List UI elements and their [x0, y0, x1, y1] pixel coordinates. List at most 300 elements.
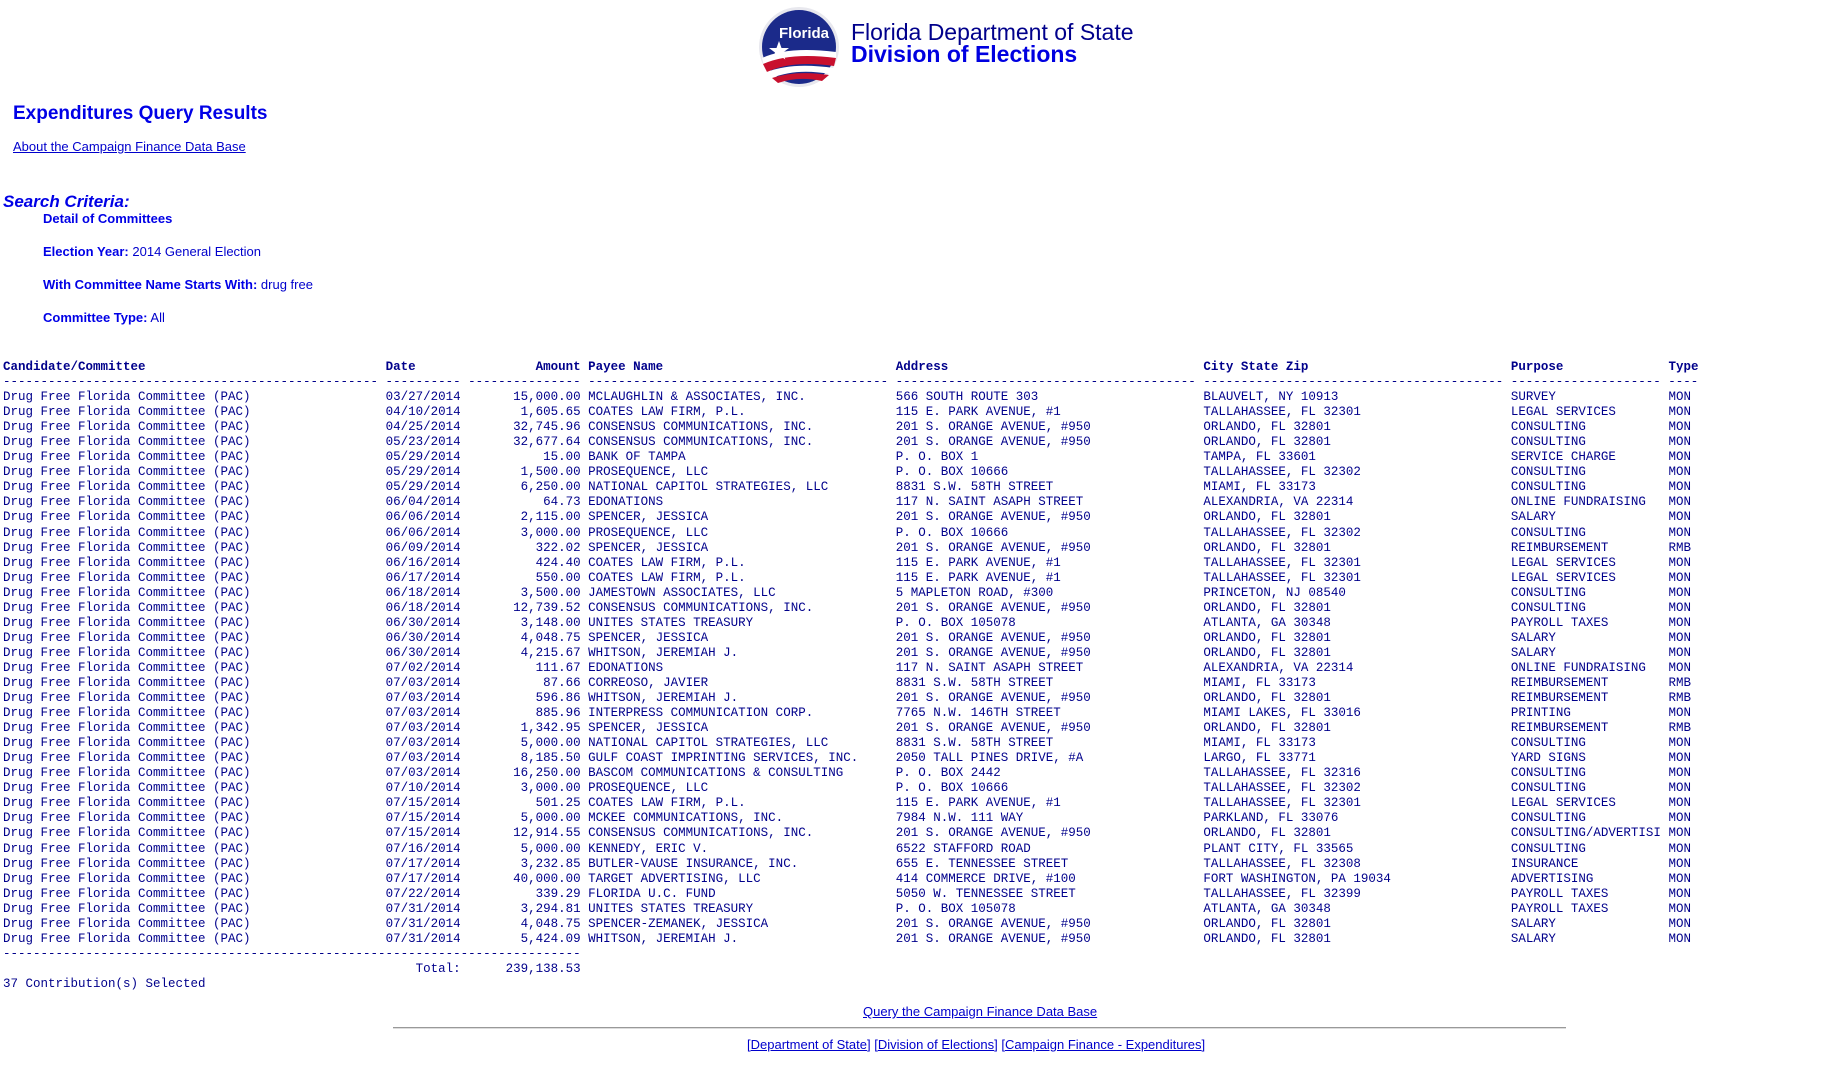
table-cell: TALLAHASSEE, FL 32302 [1203, 781, 1504, 796]
table-row [3, 826, 1698, 840]
table-cell: 201 S. ORANGE AVENUE, #950 [895, 420, 1196, 435]
table-row [3, 450, 1698, 464]
table-cell: ORLANDO, FL 32801 [1203, 691, 1504, 706]
table-cell: 07/15/2014 [385, 826, 461, 841]
table-row [3, 435, 1698, 449]
table-cell: 04/10/2014 [385, 405, 461, 420]
table-cell: ORLANDO, FL 32801 [1203, 540, 1504, 555]
table-cell: CONSULTING [1510, 480, 1661, 495]
table-row [3, 480, 1698, 494]
table-cell: 12,739.52 [468, 600, 581, 615]
table-cell: 117 N. SAINT ASAPH STREET [895, 660, 1196, 675]
table-cell: MON [1668, 841, 1699, 856]
column-header: Payee Name [588, 360, 889, 374]
table-cell: MON [1668, 480, 1699, 495]
table-cell: Drug Free Florida Committee (PAC) [3, 510, 379, 525]
table-cell: Drug Free Florida Committee (PAC) [3, 796, 379, 811]
table-cell: 07/03/2014 [385, 691, 461, 706]
table-cell: Drug Free Florida Committee (PAC) [3, 691, 379, 706]
table-cell: MON [1668, 645, 1699, 660]
table-cell: LEGAL SERVICES [1510, 570, 1661, 585]
table-cell: JAMESTOWN ASSOCIATES, LLC [588, 585, 889, 600]
table-cell: 117 N. SAINT ASAPH STREET [895, 495, 1196, 510]
table-cell: Drug Free Florida Committee (PAC) [3, 405, 379, 420]
selected-count: 37 Contribution(s) Selected [3, 976, 206, 991]
table-cell: CORREOSO, JAVIER [588, 675, 889, 690]
table-cell: P. O. BOX 105078 [895, 615, 1196, 630]
table-cell: P. O. BOX 10666 [895, 465, 1196, 480]
department-of-state-link[interactable]: Department of State [750, 1037, 867, 1052]
table-cell: MON [1668, 706, 1699, 721]
table-cell: 07/16/2014 [385, 841, 461, 856]
table-cell: ORLANDO, FL 32801 [1203, 420, 1504, 435]
total-rule: ----------------------------------------------------------------------------- [3, 946, 581, 961]
table-cell: P. O. BOX 1 [895, 450, 1196, 465]
table-cell: Drug Free Florida Committee (PAC) [3, 660, 379, 675]
table-cell: 40,000.00 [468, 871, 581, 886]
table-cell: TARGET ADVERTISING, LLC [588, 871, 889, 886]
table-cell: ORLANDO, FL 32801 [1203, 721, 1504, 736]
column-spacer [888, 360, 896, 374]
table-cell: 05/29/2014 [385, 465, 461, 480]
table-cell: PROSEQUENCE, LLC [588, 781, 889, 796]
table-cell: UNITES STATES TREASURY [588, 901, 889, 916]
query-data-base-link[interactable]: Query the Campaign Finance Data Base [863, 1004, 1098, 1019]
table-cell: TALLAHASSEE, FL 32301 [1203, 405, 1504, 420]
table-cell: RMB [1668, 721, 1699, 736]
table-cell: Drug Free Florida Committee (PAC) [3, 721, 379, 736]
table-cell: MON [1668, 510, 1699, 525]
table-cell: 16,250.00 [468, 766, 581, 781]
table-cell: 566 SOUTH ROUTE 303 [895, 390, 1196, 405]
table-cell: Drug Free Florida Committee (PAC) [3, 450, 379, 465]
table-cell: Drug Free Florida Committee (PAC) [3, 751, 379, 766]
division-of-elections-link[interactable]: Division of Elections [877, 1037, 995, 1052]
table-cell: 03/27/2014 [385, 390, 461, 405]
table-cell: ORLANDO, FL 32801 [1203, 916, 1504, 931]
column-header: Date [385, 360, 461, 374]
table-cell: 655 E. TENNESSEE STREET [895, 856, 1196, 871]
florida-seal-logo[interactable] [758, 6, 840, 88]
table-cell: 07/31/2014 [385, 916, 461, 931]
table-cell: CONSULTING [1510, 435, 1661, 450]
table-cell: MON [1668, 450, 1699, 465]
table-cell: 07/03/2014 [385, 706, 461, 721]
table-cell: 32,677.64 [468, 435, 581, 450]
table-cell: LEGAL SERVICES [1510, 405, 1661, 420]
table-cell: 07/17/2014 [385, 856, 461, 871]
table-cell: LEGAL SERVICES [1510, 555, 1661, 570]
table-cell: REIMBURSEMENT [1510, 675, 1661, 690]
table-cell: 5050 W. TENNESSEE STREET [895, 886, 1196, 901]
table-row [3, 917, 1698, 931]
table-cell: 1,500.00 [468, 465, 581, 480]
table-cell: 3,500.00 [468, 585, 581, 600]
table-cell: SPENCER-ZEMANEK, JESSICA [588, 916, 889, 931]
table-cell: 550.00 [468, 570, 581, 585]
table-cell: CONSULTING [1510, 736, 1661, 751]
table-cell: SURVEY [1510, 390, 1661, 405]
table-cell: CONSENSUS COMMUNICATIONS, INC. [588, 826, 889, 841]
table-cell: BLAUVELT, NY 10913 [1203, 390, 1504, 405]
table-cell: Drug Free Florida Committee (PAC) [3, 435, 379, 450]
table-cell: SPENCER, JESSICA [588, 721, 889, 736]
table-cell: 201 S. ORANGE AVENUE, #950 [895, 630, 1196, 645]
column-header: Candidate/Committee [3, 360, 379, 374]
table-cell: ORLANDO, FL 32801 [1203, 600, 1504, 615]
table-cell: WHITSON, JEREMIAH J. [588, 691, 889, 706]
table-cell: Drug Free Florida Committee (PAC) [3, 871, 379, 886]
table-cell: Drug Free Florida Committee (PAC) [3, 525, 379, 540]
table-cell: BASCOM COMMUNICATIONS & CONSULTING [588, 766, 889, 781]
table-cell: ORLANDO, FL 32801 [1203, 826, 1504, 841]
table-cell: 201 S. ORANGE AVENUE, #950 [895, 931, 1196, 946]
table-row [3, 465, 1698, 479]
table-cell: LARGO, FL 33771 [1203, 751, 1504, 766]
table-cell: 07/10/2014 [385, 781, 461, 796]
table-cell: P. O. BOX 10666 [895, 525, 1196, 540]
table-cell: COATES LAW FIRM, P.L. [588, 796, 889, 811]
table-cell: PRINCETON, NJ 08540 [1203, 585, 1504, 600]
table-cell: 424.40 [468, 555, 581, 570]
table-cell: 4,048.75 [468, 630, 581, 645]
table-cell: 5,000.00 [468, 811, 581, 826]
table-cell: 8831 S.W. 58TH STREET [895, 675, 1196, 690]
table-cell: MON [1668, 660, 1699, 675]
table-cell: Drug Free Florida Committee (PAC) [3, 495, 379, 510]
criteria-detail-label: Detail of Committees [43, 211, 173, 226]
table-cell: 3,232.85 [468, 856, 581, 871]
table-cell: 07/17/2014 [385, 871, 461, 886]
table-cell: 06/04/2014 [385, 495, 461, 510]
table-cell: 06/17/2014 [385, 570, 461, 585]
table-cell: 06/30/2014 [385, 630, 461, 645]
table-cell: ORLANDO, FL 32801 [1203, 630, 1504, 645]
column-header: Address [895, 360, 1196, 374]
table-row [3, 646, 1698, 660]
table-row [3, 556, 1698, 570]
table-cell: CONSULTING [1510, 525, 1661, 540]
table-cell: MON [1668, 600, 1699, 615]
table-cell: MON [1668, 465, 1699, 480]
table-cell: CONSENSUS COMMUNICATIONS, INC. [588, 600, 889, 615]
table-cell: 06/18/2014 [385, 585, 461, 600]
table-cell: CONSENSUS COMMUNICATIONS, INC. [588, 420, 889, 435]
table-cell: TALLAHASSEE, FL 32301 [1203, 570, 1504, 585]
table-cell: COATES LAW FIRM, P.L. [588, 555, 889, 570]
column-spacer [378, 360, 386, 374]
table-cell: MON [1668, 796, 1699, 811]
table-cell: Drug Free Florida Committee (PAC) [3, 390, 379, 405]
table-row [3, 887, 1698, 901]
table-cell: NATIONAL CAPITOL STRATEGIES, LLC [588, 480, 889, 495]
expenditures-report [3, 360, 1698, 992]
criteria-value: 2014 General Election [132, 244, 262, 259]
table-row [3, 691, 1698, 705]
table-cell: MON [1668, 901, 1699, 916]
table-cell: 501.25 [468, 796, 581, 811]
table-cell: 12,914.55 [468, 826, 581, 841]
table-cell: 04/25/2014 [385, 420, 461, 435]
table-row [3, 872, 1698, 886]
table-cell: 06/30/2014 [385, 645, 461, 660]
table-row [3, 766, 1698, 780]
footer-divider [393, 1027, 1566, 1029]
column-spacer [1503, 360, 1511, 374]
table-cell: 07/22/2014 [385, 886, 461, 901]
table-cell: CONSULTING [1510, 811, 1661, 826]
table-cell: TALLAHASSEE, FL 32302 [1203, 525, 1504, 540]
table-cell: MON [1668, 736, 1699, 751]
table-cell: 5 MAPLETON ROAD, #300 [895, 585, 1196, 600]
table-cell: MON [1668, 570, 1699, 585]
table-cell: UNITES STATES TREASURY [588, 615, 889, 630]
table-cell: 8831 S.W. 58TH STREET [895, 480, 1196, 495]
table-cell: 201 S. ORANGE AVENUE, #950 [895, 691, 1196, 706]
table-cell: TALLAHASSEE, FL 32308 [1203, 856, 1504, 871]
table-cell: P. O. BOX 2442 [895, 766, 1196, 781]
total-label: Total: [385, 961, 461, 976]
table-cell: EDONATIONS [588, 660, 889, 675]
table-cell: PAYROLL TAXES [1510, 901, 1661, 916]
table-cell: SALARY [1510, 916, 1661, 931]
table-cell: COATES LAW FIRM, P.L. [588, 570, 889, 585]
table-cell: LEGAL SERVICES [1510, 796, 1661, 811]
criteria-election-year [43, 244, 261, 259]
table-cell: ATLANTA, GA 30348 [1203, 901, 1504, 916]
table-cell: Drug Free Florida Committee (PAC) [3, 886, 379, 901]
table-cell: 06/30/2014 [385, 615, 461, 630]
table-cell: ATLANTA, GA 30348 [1203, 615, 1504, 630]
table-cell: 339.29 [468, 886, 581, 901]
table-cell: 07/03/2014 [385, 766, 461, 781]
table-cell: Drug Free Florida Committee (PAC) [3, 856, 379, 871]
table-cell: REIMBURSEMENT [1510, 721, 1661, 736]
table-cell: Drug Free Florida Committee (PAC) [3, 675, 379, 690]
table-cell: INTERPRESS COMMUNICATION CORP. [588, 706, 889, 721]
table-cell: 6522 STAFFORD ROAD [895, 841, 1196, 856]
table-cell: SALARY [1510, 510, 1661, 525]
table-row [3, 811, 1698, 825]
table-cell: 15,000.00 [468, 390, 581, 405]
criteria-label: With Committee Name Starts With: [43, 277, 258, 292]
table-cell: CONSULTING [1510, 420, 1661, 435]
table-cell: 5,000.00 [468, 736, 581, 751]
table-cell: MON [1668, 871, 1699, 886]
table-cell: NATIONAL CAPITOL STRATEGIES, LLC [588, 736, 889, 751]
table-cell: 07/31/2014 [385, 901, 461, 916]
table-cell: PARKLAND, FL 33076 [1203, 811, 1504, 826]
table-cell: 07/03/2014 [385, 751, 461, 766]
about-data-base-link[interactable]: About the Campaign Finance Data Base [13, 139, 246, 154]
table-cell: MON [1668, 811, 1699, 826]
table-cell: 201 S. ORANGE AVENUE, #950 [895, 645, 1196, 660]
table-cell: Drug Free Florida Committee (PAC) [3, 811, 379, 826]
table-cell: SALARY [1510, 630, 1661, 645]
table-cell: Drug Free Florida Committee (PAC) [3, 736, 379, 751]
table-cell: Drug Free Florida Committee (PAC) [3, 585, 379, 600]
table-cell: 6,250.00 [468, 480, 581, 495]
table-cell: 115 E. PARK AVENUE, #1 [895, 570, 1196, 585]
criteria-label: Election Year: [43, 244, 129, 259]
table-row [3, 495, 1698, 509]
table-cell: SPENCER, JESSICA [588, 510, 889, 525]
table-cell: 115 E. PARK AVENUE, #1 [895, 555, 1196, 570]
table-cell: SERVICE CHARGE [1510, 450, 1661, 465]
table-cell: 111.67 [468, 660, 581, 675]
table-row [3, 857, 1698, 871]
table-row [3, 676, 1698, 690]
table-cell: Drug Free Florida Committee (PAC) [3, 555, 379, 570]
table-cell: WHITSON, JEREMIAH J. [588, 931, 889, 946]
table-cell: MON [1668, 420, 1699, 435]
table-cell: 06/06/2014 [385, 510, 461, 525]
table-cell: P. O. BOX 105078 [895, 901, 1196, 916]
table-cell: REIMBURSEMENT [1510, 540, 1661, 555]
table-cell: MIAMI, FL 33173 [1203, 480, 1504, 495]
table-cell: Drug Free Florida Committee (PAC) [3, 480, 379, 495]
table-cell: MON [1668, 931, 1699, 946]
table-cell: MON [1668, 405, 1699, 420]
table-cell: 2,115.00 [468, 510, 581, 525]
table-cell: TAMPA, FL 33601 [1203, 450, 1504, 465]
table-row [3, 390, 1698, 404]
criteria-committee-name [43, 277, 313, 292]
table-cell: Drug Free Florida Committee (PAC) [3, 706, 379, 721]
table-row [3, 736, 1698, 750]
table-cell: ALEXANDRIA, VA 22314 [1203, 660, 1504, 675]
table-row [3, 932, 1698, 946]
table-cell: 3,148.00 [468, 615, 581, 630]
table-cell: TALLAHASSEE, FL 32316 [1203, 766, 1504, 781]
table-cell: 8,185.50 [468, 751, 581, 766]
table-cell: MCLAUGHLIN & ASSOCIATES, INC. [588, 390, 889, 405]
table-cell: Drug Free Florida Committee (PAC) [3, 420, 379, 435]
table-cell: BANK OF TAMPA [588, 450, 889, 465]
table-cell: PROSEQUENCE, LLC [588, 465, 889, 480]
svg-text:Florida: Florida [778, 25, 830, 42]
table-row [3, 571, 1698, 585]
table-cell: 201 S. ORANGE AVENUE, #950 [895, 435, 1196, 450]
table-cell: ORLANDO, FL 32801 [1203, 435, 1504, 450]
table-cell: 05/29/2014 [385, 450, 461, 465]
table-row [3, 510, 1698, 524]
table-cell: 115 E. PARK AVENUE, #1 [895, 796, 1196, 811]
table-cell: Drug Free Florida Committee (PAC) [3, 600, 379, 615]
table-cell: 07/03/2014 [385, 675, 461, 690]
table-cell: MON [1668, 630, 1699, 645]
table-cell: 06/09/2014 [385, 540, 461, 555]
total-value: 239,138.53 [468, 961, 581, 976]
table-cell: 3,000.00 [468, 781, 581, 796]
table-cell: PLANT CITY, FL 33565 [1203, 841, 1504, 856]
table-cell: PAYROLL TAXES [1510, 886, 1661, 901]
table-cell: 2050 TALL PINES DRIVE, #A [895, 751, 1196, 766]
table-cell: 201 S. ORANGE AVENUE, #950 [895, 826, 1196, 841]
table-cell: MON [1668, 856, 1699, 871]
table-cell: BUTLER-VAUSE INSURANCE, INC. [588, 856, 889, 871]
table-cell: Drug Free Florida Committee (PAC) [3, 540, 379, 555]
table-cell: ORLANDO, FL 32801 [1203, 645, 1504, 660]
table-cell: 06/18/2014 [385, 600, 461, 615]
table-cell: CONSULTING [1510, 585, 1661, 600]
table-cell: RMB [1668, 675, 1699, 690]
table-cell: 07/03/2014 [385, 721, 461, 736]
table-cell: Drug Free Florida Committee (PAC) [3, 781, 379, 796]
table-cell: GULF COAST IMPRINTING SERVICES, INC. [588, 751, 889, 766]
total-spacer [461, 962, 469, 976]
table-cell: Drug Free Florida Committee (PAC) [3, 841, 379, 856]
table-cell: 1,342.95 [468, 721, 581, 736]
criteria-detail [43, 211, 172, 226]
table-cell: WHITSON, JEREMIAH J. [588, 645, 889, 660]
table-cell: CONSULTING [1510, 841, 1661, 856]
table-row [3, 706, 1698, 720]
table-row [3, 405, 1698, 419]
table-row [3, 796, 1698, 810]
table-cell: Drug Free Florida Committee (PAC) [3, 766, 379, 781]
column-header: Amount [468, 360, 581, 374]
table-cell: MIAMI, FL 33173 [1203, 675, 1504, 690]
table-cell: ORLANDO, FL 32801 [1203, 510, 1504, 525]
table-cell: MON [1668, 525, 1699, 540]
table-cell: 3,294.81 [468, 901, 581, 916]
table-cell: 5,424.09 [468, 931, 581, 946]
column-header: Purpose [1510, 360, 1661, 374]
table-cell: SPENCER, JESSICA [588, 540, 889, 555]
table-row [3, 601, 1698, 615]
search-criteria-heading: Search Criteria: [3, 192, 130, 211]
table-cell: CONSULTING [1510, 766, 1661, 781]
table-cell: Drug Free Florida Committee (PAC) [3, 931, 379, 946]
table-cell: RMB [1668, 691, 1699, 706]
header-rule: -------------------------------------------------- ---------- --------------- ---------------------------------------- ---------------------------------------- ---------------------------------------- -------------------- ---- [3, 375, 1699, 390]
table-cell: 596.86 [468, 691, 581, 706]
table-cell: 7984 N.W. 111 WAY [895, 811, 1196, 826]
table-cell: MON [1668, 555, 1699, 570]
table-cell: Drug Free Florida Committee (PAC) [3, 916, 379, 931]
campaign-finance-expenditures-link[interactable]: Campaign Finance - Expenditures [1004, 1037, 1202, 1052]
table-cell: MON [1668, 886, 1699, 901]
table-cell: 07/15/2014 [385, 796, 461, 811]
table-cell: Drug Free Florida Committee (PAC) [3, 615, 379, 630]
table-cell: MON [1668, 766, 1699, 781]
table-cell: 885.96 [468, 706, 581, 721]
column-spacer [461, 360, 469, 374]
criteria-committee-type [43, 310, 165, 325]
table-cell: Drug Free Florida Committee (PAC) [3, 630, 379, 645]
table-cell: MON [1668, 390, 1699, 405]
table-cell: PROSEQUENCE, LLC [588, 525, 889, 540]
table-cell: ADVERTISING [1510, 871, 1661, 886]
table-cell: 1,605.65 [468, 405, 581, 420]
table-cell: MON [1668, 781, 1699, 796]
table-row [3, 631, 1698, 645]
table-row [3, 586, 1698, 600]
table-cell: MON [1668, 615, 1699, 630]
table-cell: 15.00 [468, 450, 581, 465]
table-cell: TALLAHASSEE, FL 32399 [1203, 886, 1504, 901]
criteria-label: Committee Type: [43, 310, 148, 325]
table-cell: TALLAHASSEE, FL 32301 [1203, 555, 1504, 570]
table-row [3, 751, 1698, 765]
table-cell: 64.73 [468, 495, 581, 510]
table-cell: Drug Free Florida Committee (PAC) [3, 570, 379, 585]
table-cell: CONSENSUS COMMUNICATIONS, INC. [588, 435, 889, 450]
table-cell: 8831 S.W. 58TH STREET [895, 736, 1196, 751]
table-row [3, 526, 1698, 540]
table-cell: 07/31/2014 [385, 931, 461, 946]
